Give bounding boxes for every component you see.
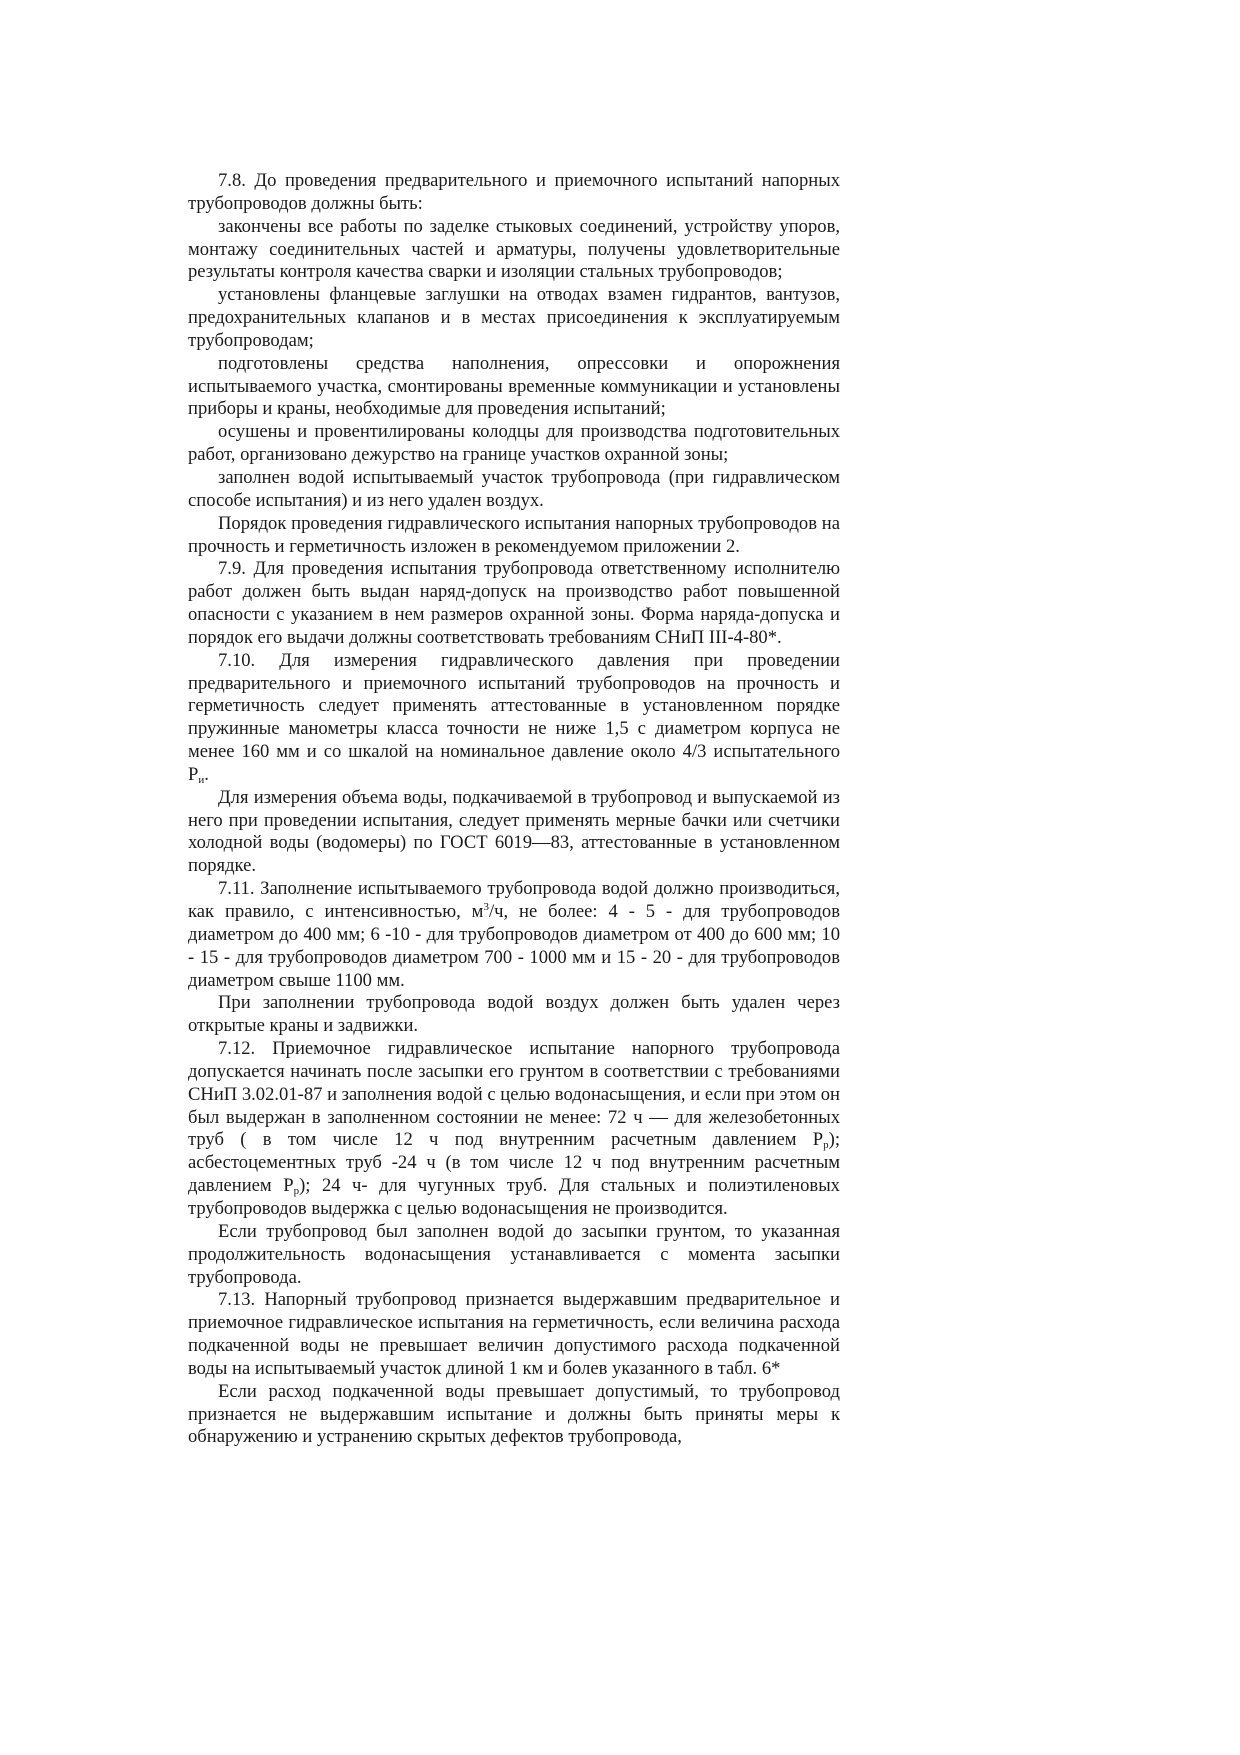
paragraph-7-13: 7.13. Напорный трубопровод признается выдержавшим предварительное и приемочное гидравлическое испытания на герметичность, если величина расхода подкаченной воды не превышает величин допустимого расхода подкаченной воды на испытываемый участок длиной 1 км и болев указанного в табл. 6* [188,1289,840,1379]
paragraph-7-9: 7.9. Для проведения испытания трубопровода ответственному исполнителю работ должен быть выдан наряд-допуск на производство работ повышенной опасности с указанием в нем размеров охранной зоны. Форма наряда-допуска и порядок его выдачи должны соответствовать требованиям СНиП III-4-80*. [188,558,840,648]
paragraph-test-procedure: Порядок проведения гидравлического испытания напорных трубопроводов на прочность и герметичность изложен в рекомендуемом приложении 2. [188,512,840,557]
paragraph-7-8: 7.8. До проведения предварительного и приемочного испытаний напорных трубопроводов должны быть: [188,170,840,214]
paragraph-air-removal: При заполнении трубопровода водой воздух должен быть удален через открытые краны и задвижки. [188,992,840,1037]
paragraph-wells-ventilated: осушены и провентилированы колодцы для производства подготовительных работ, организовано дежурство на границе участков охранной зоны; [188,421,840,466]
paragraph-water-volume: Для измерения объема воды, подкачиваемой в трубопровод и выпускаемой из него при проведении испытания, следует применять мерные бачки или счетчики холодной воды (водомеры) по ГОСТ 6019—83, аттестованные в установленном порядке. [188,786,840,877]
document-page [188,170,840,1449]
paragraph-saturation-duration: Если трубопровод был заполнен водой до засыпки грунтом, то указанная продолжительность водонасыщения устанавливается с момента засыпки трубопровода. [188,1220,840,1288]
paragraph-7-12: 7.12. Приемочное гидравлическое испытание напорного трубопровода допускается начинать после засыпки его грунтом в соответствии с требованиями СНиП 3.02.01-87 и заполнения водой с целью водонасыщения, и если при этом он был выдержан в заполненном состоянии не менее: 72 ч — для железобетонных труб ( в том числе 12 ч под внутренним расчетным давлением $Р_р$); асбестоцементных труб -24 ч (в том числе 12 ч под внутренним расчетным давлением $Р_р$); 24 ч- для чугунных труб. Для стальных и полиэтиленовых трубопроводов выдержка с целью водонасыщения не производится. [188,1038,840,1219]
paragraph-flange-plugs: установлены фланцевые заглушки на отводах взамен гидрантов, вантузов, предохранительных клапанов и в местах присоединения к эксплуатируемым трубопроводам; [188,284,840,351]
paragraph-filling-means: подготовлены средства наполнения, опрессовки и опорожнения испытываемого участка, смонтированы временные коммуникации и установлены приборы и краны, необходимые для проведения испытаний; [188,352,840,420]
paragraph-excess-flow: Если расход подкаченной воды превышает допустимый, то трубопровод признается не выдержавшим испытание и должны быть приняты меры к обнаружению и устранению скрытых дефектов трубопровода, [188,1380,840,1448]
paragraph-7-11: 7.11. Заполнение испытываемого трубопровода водой должно производиться, как правило, с интенсивностью, $м^3/ч$, не более: 4 - 5 - для трубопроводов диаметром до 400 мм; 6 -10 - для трубопроводов диаметром от 400 до 600 мм; 10 - 15 - для трубопроводов диаметром 700 - 1000 мм и 15 - 20 - для трубопроводов диаметром свыше 1100 мм. [188,878,840,991]
paragraph-7-10: 7.10. Для измерения гидравлического давления при проведении предварительного и приемочного испытаний трубопроводов на прочность и герметичность следует применять аттестованные в установленном порядке пружинные манометры класса точности не ниже 1,5 с диаметром корпуса не менее 160 мм и со шкалой на номинальное давление около 4/3 испытательного $Р_и$. [188,649,840,786]
paragraph-joints-completed: закончены все работы по заделке стыковых соединений, устройству упоров, монтажу соединительных частей и арматуры, получены удовлетворительные результаты контроля качества сварки и изоляции стальных трубопроводов; [188,215,840,283]
paragraph-section-filled: заполнен водой испытываемый участок трубопровода (при гидравлическом способе испытания) и из него удален воздух. [188,466,840,511]
